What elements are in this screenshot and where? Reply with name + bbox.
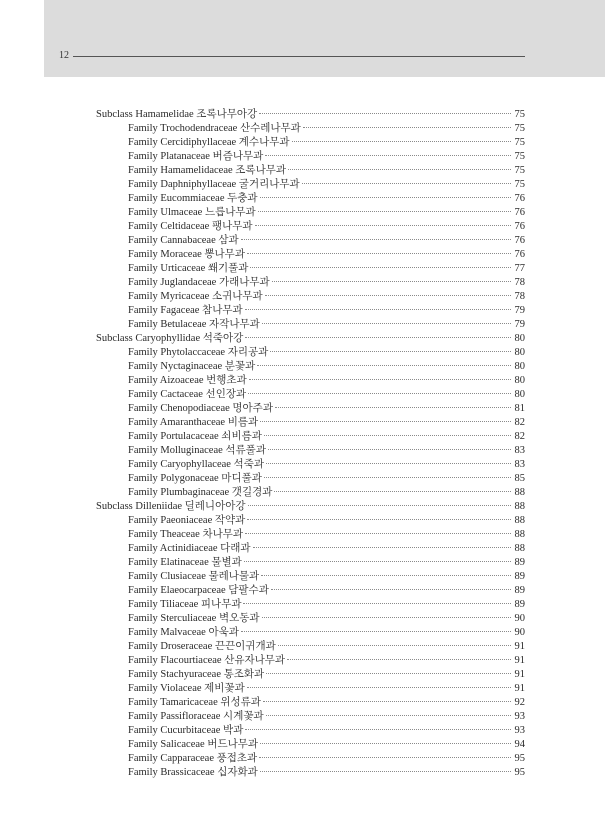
toc-entry-page: 80	[514, 333, 525, 344]
toc-entry-label: Family Myricaceae 소귀나무과	[128, 291, 263, 302]
toc-entry-label: Family Passifloraceae 시계꽃과	[128, 711, 264, 722]
toc-family-entry	[96, 696, 525, 710]
toc-entry-page: 88	[514, 543, 525, 554]
toc-entry-label: Family Sterculiaceae 벽오동과	[128, 613, 260, 624]
dot-leader	[266, 673, 511, 674]
toc-entry-label: Family Eucommiaceae 두충과	[128, 193, 258, 204]
dot-leader	[260, 743, 511, 744]
toc-entry-page: 80	[514, 375, 525, 386]
toc-entry-page: 91	[514, 641, 525, 652]
toc-entry-page: 95	[514, 753, 525, 764]
toc-entry-label: Family Theaceae 차나무과	[128, 529, 244, 540]
dot-leader	[261, 575, 511, 576]
toc-family-entry	[96, 290, 525, 304]
dot-leader	[259, 113, 511, 114]
toc-entry-label: Family Capparaceae 풍접초과	[128, 753, 258, 764]
page-header-band	[44, 0, 605, 77]
toc-entry-label: Subclass Caryophyllidae 석죽아강	[96, 333, 244, 344]
toc-entry-label: Family Actinidiaceae 다래과	[128, 543, 251, 554]
dot-leader	[259, 757, 511, 758]
toc-entry-page: 83	[514, 445, 525, 456]
toc-entry-page: 93	[514, 711, 525, 722]
toc-family-entry	[96, 514, 525, 528]
toc-entry-label: Family Droseraceae 끈끈이귀개과	[128, 641, 276, 652]
toc-entry-label: Family Paeoniaceae 작약과	[128, 515, 246, 526]
toc-subclass-entry	[96, 500, 525, 514]
dot-leader	[288, 169, 511, 170]
toc-entry-label: Family Clusiaceae 물레나물과	[128, 571, 260, 582]
toc-entry-page: 76	[514, 221, 525, 232]
toc-subclass-entry	[96, 108, 525, 122]
dot-leader	[272, 281, 511, 282]
toc-entry-page: 93	[514, 725, 525, 736]
toc-family-entry	[96, 262, 525, 276]
toc-entry-page: 79	[514, 305, 525, 316]
toc-family-entry	[96, 766, 525, 780]
toc-family-entry	[96, 668, 525, 682]
toc-entry-label: Family Juglandaceae 가래나무과	[128, 277, 270, 288]
dot-leader	[275, 407, 511, 408]
toc-entry-page: 76	[514, 249, 525, 260]
toc-family-entry	[96, 430, 525, 444]
toc-entry-page: 82	[514, 417, 525, 428]
toc-entry-page: 75	[514, 151, 525, 162]
dot-leader	[260, 771, 511, 772]
toc-entry-page: 75	[514, 137, 525, 148]
toc-entry-label: Family Malvaceae 아욱과	[128, 627, 239, 638]
toc-entry-label: Family Celtidaceae 팽나무과	[128, 221, 253, 232]
toc-entry-page: 82	[514, 431, 525, 442]
toc-family-entry	[96, 584, 525, 598]
toc-entry-page: 88	[514, 515, 525, 526]
toc-entry-label: Family Portulacaceae 쇠비름과	[128, 431, 262, 442]
toc-family-entry	[96, 136, 525, 150]
toc-family-entry	[96, 220, 525, 234]
dot-leader	[247, 519, 511, 520]
toc-entry-page: 75	[514, 123, 525, 134]
toc-entry-page: 81	[514, 403, 525, 414]
dot-leader	[247, 687, 511, 688]
dot-leader	[263, 701, 511, 702]
dot-leader	[245, 337, 511, 338]
toc-family-entry	[96, 276, 525, 290]
toc-entry-page: 75	[514, 109, 525, 120]
dot-leader	[271, 589, 511, 590]
dot-leader	[260, 197, 511, 198]
dot-leader	[245, 309, 511, 310]
dot-leader	[253, 547, 511, 548]
toc-entry-page: 88	[514, 487, 525, 498]
toc-entry-label: Subclass Hamamelidae 조록나무아강	[96, 109, 258, 120]
dot-leader	[303, 127, 511, 128]
toc-subclass-entry	[96, 332, 525, 346]
toc-family-entry	[96, 416, 525, 430]
dot-leader	[265, 295, 511, 296]
dot-leader	[241, 631, 511, 632]
dot-leader	[262, 617, 511, 618]
toc-family-entry	[96, 654, 525, 668]
toc-family-entry	[96, 472, 525, 486]
toc-entry-page: 91	[514, 655, 525, 666]
toc-entry-page: 78	[514, 291, 525, 302]
dot-leader	[278, 645, 511, 646]
toc-entry-page: 75	[514, 179, 525, 190]
toc-entry-page: 80	[514, 347, 525, 358]
dot-leader	[244, 561, 511, 562]
toc-entry-label: Family Polygonaceae 마디풀과	[128, 473, 262, 484]
dot-leader	[241, 239, 511, 240]
toc-entry-page: 91	[514, 669, 525, 680]
dot-leader	[262, 323, 511, 324]
toc-entry-label: Family Nyctaginaceae 분꽃과	[128, 361, 256, 372]
toc-entry-page: 83	[514, 459, 525, 470]
toc-family-entry	[96, 150, 525, 164]
dot-leader	[258, 211, 511, 212]
toc-entry-label: Family Trochodendraceae 산수레나무과	[128, 123, 301, 134]
toc-family-entry	[96, 542, 525, 556]
toc-entry-label: Subclass Dilleniidae 딜레니아아강	[96, 501, 246, 512]
dot-leader	[266, 463, 511, 464]
toc-entry-page: 90	[514, 627, 525, 638]
toc-entry-label: Family Amaranthaceae 비름과	[128, 417, 259, 428]
dot-leader	[260, 421, 511, 422]
toc-entry-page: 88	[514, 529, 525, 540]
toc-entry-label: Family Molluginaceae 석류풀과	[128, 445, 266, 456]
toc-entry-label: Family Cercidiphyllaceae 계수나무과	[128, 137, 290, 148]
dot-leader	[249, 379, 511, 380]
toc-family-entry	[96, 178, 525, 192]
dot-leader	[257, 365, 511, 366]
dot-leader	[245, 729, 511, 730]
toc-family-entry	[96, 388, 525, 402]
toc-entry-page: 91	[514, 683, 525, 694]
toc-family-entry	[96, 738, 525, 752]
toc-entry-label: Family Tamaricaceae 위성류과	[128, 697, 261, 708]
toc-entry-page: 89	[514, 599, 525, 610]
toc-entry-page: 75	[514, 165, 525, 176]
toc-family-entry	[96, 192, 525, 206]
toc-family-entry	[96, 318, 525, 332]
toc-entry-label: Family Flacourtiaceae 산유자나무과	[128, 655, 286, 666]
dot-leader	[302, 183, 511, 184]
table-of-contents	[96, 108, 525, 780]
toc-entry-label: Family Moraceae 뽕나무과	[128, 249, 245, 260]
dot-leader	[248, 393, 511, 394]
toc-family-entry	[96, 570, 525, 584]
toc-entry-page: 89	[514, 585, 525, 596]
toc-entry-label: Family Brassicaceae 십자화과	[128, 767, 258, 778]
toc-entry-label: Family Hamamelidaceae 조록나무과	[128, 165, 287, 176]
dot-leader	[270, 351, 511, 352]
toc-entry-label: Family Aizoaceae 번행초과	[128, 375, 247, 386]
dot-leader	[265, 155, 511, 156]
toc-family-entry	[96, 444, 525, 458]
toc-entry-label: Family Elaeocarpaceae 담팔수과	[128, 585, 269, 596]
toc-entry-page: 89	[514, 571, 525, 582]
toc-family-entry	[96, 612, 525, 626]
toc-entry-page: 80	[514, 361, 525, 372]
dot-leader	[274, 491, 511, 492]
toc-entry-page: 76	[514, 235, 525, 246]
toc-family-entry	[96, 626, 525, 640]
toc-entry-label: Family Elatinaceae 물별과	[128, 557, 242, 568]
toc-entry-page: 76	[514, 207, 525, 218]
toc-entry-page: 90	[514, 613, 525, 624]
toc-family-entry	[96, 640, 525, 654]
dot-leader	[248, 505, 511, 506]
toc-entry-label: Family Salicaceae 버드나무과	[128, 739, 259, 750]
toc-entry-label: Family Cannabaceae 삼과	[128, 235, 239, 246]
toc-family-entry	[96, 682, 525, 696]
toc-entry-label: Family Betulaceae 자작나무과	[128, 319, 260, 330]
toc-family-entry	[96, 304, 525, 318]
toc-family-entry	[96, 710, 525, 724]
toc-family-entry	[96, 598, 525, 612]
toc-entry-page: 95	[514, 767, 525, 778]
dot-leader	[255, 225, 511, 226]
toc-entry-label: Family Platanaceae 버즘나무과	[128, 151, 264, 162]
toc-entry-label: Family Fagaceae 참나무과	[128, 305, 243, 316]
toc-entry-page: 80	[514, 389, 525, 400]
toc-entry-page: 92	[514, 697, 525, 708]
dot-leader	[250, 267, 511, 268]
toc-entry-label: Family Stachyuraceae 통조화과	[128, 669, 265, 680]
toc-entry-label: Family Phytolaccaceae 자리공과	[128, 347, 269, 358]
toc-family-entry	[96, 486, 525, 500]
dot-leader	[292, 141, 511, 142]
dot-leader	[245, 533, 511, 534]
toc-entry-page: 78	[514, 277, 525, 288]
dot-leader	[268, 449, 511, 450]
dot-leader	[266, 715, 511, 716]
toc-entry-label: Family Chenopodiaceae 명아주과	[128, 403, 273, 414]
toc-family-entry	[96, 528, 525, 542]
toc-entry-page: 85	[514, 473, 525, 484]
toc-entry-page: 94	[514, 739, 525, 750]
toc-family-entry	[96, 752, 525, 766]
dot-leader	[287, 659, 511, 660]
toc-entry-label: Family Ulmaceae 느릅나무과	[128, 207, 256, 218]
toc-entry-label: Family Daphniphyllaceae 굴거리나무과	[128, 179, 300, 190]
dot-leader	[243, 603, 511, 604]
toc-family-entry	[96, 164, 525, 178]
toc-entry-label: Family Urticaceae 쐐기풀과	[128, 263, 249, 274]
toc-entry-page: 79	[514, 319, 525, 330]
toc-family-entry	[96, 346, 525, 360]
header-rule	[73, 56, 525, 57]
toc-family-entry	[96, 724, 525, 738]
dot-leader	[264, 477, 511, 478]
toc-entry-label: Family Violaceae 제비꽃과	[128, 683, 245, 694]
toc-family-entry	[96, 402, 525, 416]
toc-family-entry	[96, 206, 525, 220]
toc-entry-label: Family Cactaceae 선인장과	[128, 389, 247, 400]
toc-family-entry	[96, 122, 525, 136]
page-number: 12	[59, 50, 69, 61]
dot-leader	[247, 253, 511, 254]
toc-family-entry	[96, 374, 525, 388]
toc-entry-page: 76	[514, 193, 525, 204]
toc-family-entry	[96, 458, 525, 472]
toc-entry-label: Family Caryophyllaceae 석죽과	[128, 459, 264, 470]
toc-family-entry	[96, 556, 525, 570]
toc-entry-page: 88	[514, 501, 525, 512]
toc-entry-label: Family Cucurbitaceae 박과	[128, 725, 244, 736]
toc-entry-label: Family Tiliaceae 피나무과	[128, 599, 242, 610]
toc-entry-page: 77	[514, 263, 525, 274]
toc-family-entry	[96, 234, 525, 248]
toc-entry-label: Family Plumbaginaceae 갯길경과	[128, 487, 273, 498]
dot-leader	[264, 435, 511, 436]
toc-entry-page: 89	[514, 557, 525, 568]
toc-family-entry	[96, 360, 525, 374]
toc-family-entry	[96, 248, 525, 262]
